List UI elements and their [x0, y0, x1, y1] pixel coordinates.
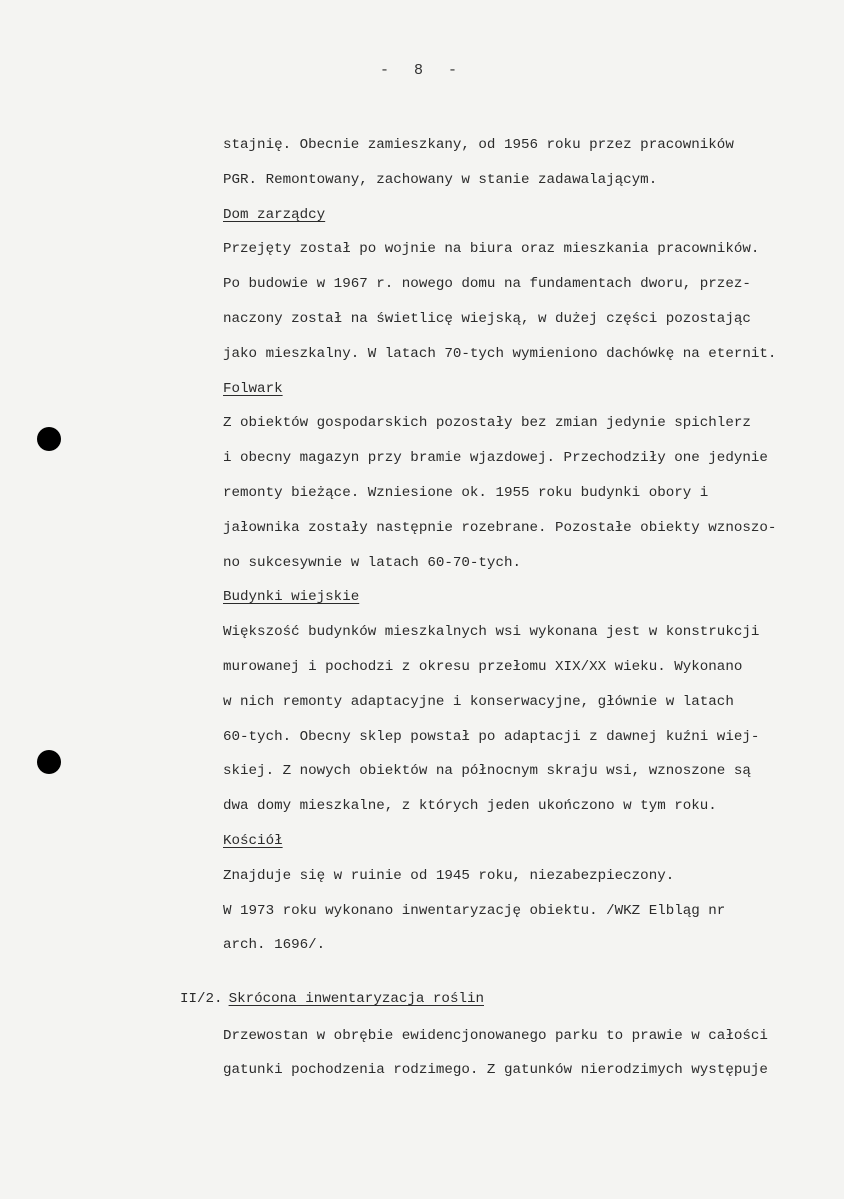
- paragraph-line: Większość budynków mieszkalnych wsi wykonana jest w konstrukcji: [223, 624, 760, 640]
- paragraph-line: Po budowie w 1967 r. nowego domu na fundamentach dworu, przez-: [223, 276, 751, 292]
- section-heading: [180, 990, 484, 1008]
- page-number: - 8 -: [380, 62, 466, 79]
- section-subheading: Budynki wiejskie: [223, 589, 360, 605]
- paragraph-line: jałownika zostały następnie rozebrane. Pozostałe obiekty wznoszo-: [223, 520, 777, 536]
- punch-hole-bottom: [37, 750, 61, 774]
- paragraph-line: Przejęty został po wojnie na biura oraz mieszkania pracowników.: [223, 241, 760, 257]
- paragraph-line: arch. 1696/.: [223, 937, 326, 953]
- section-subheading: Folwark: [223, 381, 283, 397]
- punch-hole-top: [37, 427, 61, 451]
- paragraph-line: naczony został na świetlicę wiejską, w dużej części pozostając: [223, 311, 751, 327]
- section-text-line: gatunki pochodzenia rodzimego. Z gatunków nierodzimych występuje: [223, 1062, 768, 1078]
- paragraph-line: dwa domy mieszkalne, z których jeden ukończono w tym roku.: [223, 798, 717, 814]
- paragraph-line: jako mieszkalny. W latach 70-tych wymieniono dachówkę na eternit.: [223, 346, 777, 362]
- paragraph-line: Znajduje się w ruinie od 1945 roku, niezabezpieczony.: [223, 868, 675, 884]
- paragraph-line: PGR. Remontowany, zachowany w stanie zadawalającym.: [223, 172, 658, 188]
- paragraph-line: Z obiektów gospodarskich pozostały bez zmian jedynie spichlerz: [223, 415, 751, 431]
- paragraph-line: remonty bieżące. Wzniesione ok. 1955 roku budynki obory i: [223, 485, 709, 501]
- paragraph-line: stajnię. Obecnie zamieszkany, od 1956 roku przez pracowników: [223, 137, 734, 153]
- section-title: Skrócona inwentaryzacja roślin: [228, 991, 484, 1007]
- paragraph-line: no sukcesywnie w latach 60-70-tych.: [223, 555, 521, 571]
- section-subheading: Kościół: [223, 833, 283, 849]
- section-number: II/2.: [180, 991, 223, 1007]
- paragraph-line: skiej. Z nowych obiektów na północnym skraju wsi, wznoszone są: [223, 763, 751, 779]
- paragraph-line: W 1973 roku wykonano inwentaryzację obiektu. /WKZ Elbląg nr: [223, 903, 726, 919]
- section-text-line: Drzewostan w obrębie ewidencjonowanego parku to prawie w całości: [223, 1028, 768, 1044]
- paragraph-line: murowanej i pochodzi z okresu przełomu XIX/XX wieku. Wykonano: [223, 659, 743, 675]
- paragraph-line: w nich remonty adaptacyjne i konserwacyjne, głównie w latach: [223, 694, 734, 710]
- section-subheading: Dom zarządcy: [223, 207, 326, 223]
- paragraph-line: 60-tych. Obecny sklep powstał po adaptacji z dawnej kuźni wiej-: [223, 729, 760, 745]
- paragraph-line: i obecny magazyn przy bramie wjazdowej. Przechodziły one jedynie: [223, 450, 768, 466]
